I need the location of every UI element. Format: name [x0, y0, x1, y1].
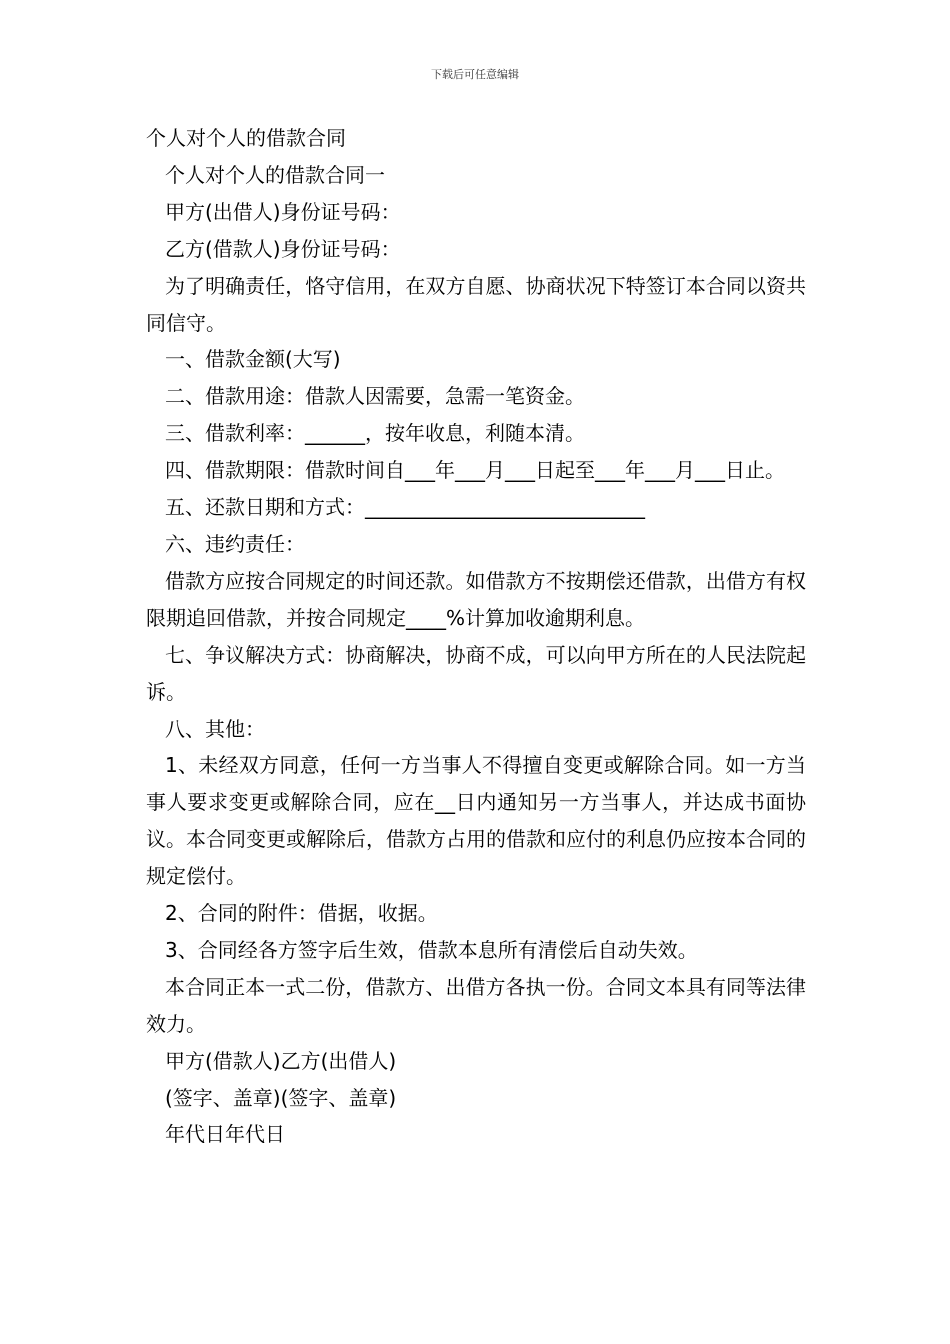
clause-dispute-resolution: 七、争议解决方式：协商解决，协商不成，可以向甲方所在的人民法院起诉。 — [146, 642, 806, 704]
signature-date: 年代日年代日 — [165, 1122, 285, 1147]
header-note: 下载后可任意编辑 — [431, 68, 519, 81]
signature-parties: 甲方(借款人)乙方(出借人) — [165, 1048, 397, 1073]
clause-repayment: 五、还款日期和方式：____________________________ — [165, 495, 645, 520]
clause-liability-text: 借款方应按合同规定的时间还款。如借款方不按期偿还借款，出借方有权限期追回借款，并按合同规定____%计算加收逾期利息。 — [146, 568, 806, 630]
clause-other-item-2: 2、合同的附件：借据，收据。 — [165, 901, 438, 926]
clause-other-heading: 八、其他： — [165, 716, 265, 741]
paragraph-subtitle: 个人对个人的借款合同一 — [165, 162, 385, 187]
paragraph-copies: 本合同正本一式二份，借款方、出借方各执一份。合同文本具有同等法律效力。 — [146, 974, 806, 1036]
document-title: 个人对个人的借款合同 — [146, 126, 346, 150]
clause-interest-rate: 三、借款利率：______，按年收息，利随本清。 — [165, 421, 585, 446]
paragraph-preamble: 为了明确责任，恪守信用，在双方自愿、协商状况下特签订本合同以资共同信守。 — [146, 273, 806, 335]
clause-loan-amount: 一、借款金额(大写) — [165, 347, 341, 372]
clause-loan-purpose: 二、借款用途：借款人因需要，急需一笔资金。 — [165, 384, 585, 409]
document-body — [146, 120, 806, 1153]
clause-liability-heading: 六、违约责任： — [165, 531, 305, 556]
paragraph-borrower-id: 乙方(借款人)身份证号码： — [165, 236, 401, 261]
signature-seal: (签字、盖章)(签字、盖章) — [165, 1085, 397, 1110]
paragraph-lender-id: 甲方(出借人)身份证号码： — [165, 199, 401, 224]
clause-other-item-1: 1、未经双方同意，任何一方当事人不得擅自变更或解除合同。如一方当事人要求变更或解除合同，应在__日内通知另一方当事人，并达成书面协议。本合同变更或解除后，借款方占用的借款和应付的利息仍应按本合同的规定偿付。 — [146, 753, 806, 889]
clause-other-item-3: 3、合同经各方签字后生效，借款本息所有清偿后自动失效。 — [165, 937, 698, 962]
clause-loan-term: 四、借款期限：借款时间自___年___月___日起至___年___月___日止。 — [165, 458, 785, 483]
